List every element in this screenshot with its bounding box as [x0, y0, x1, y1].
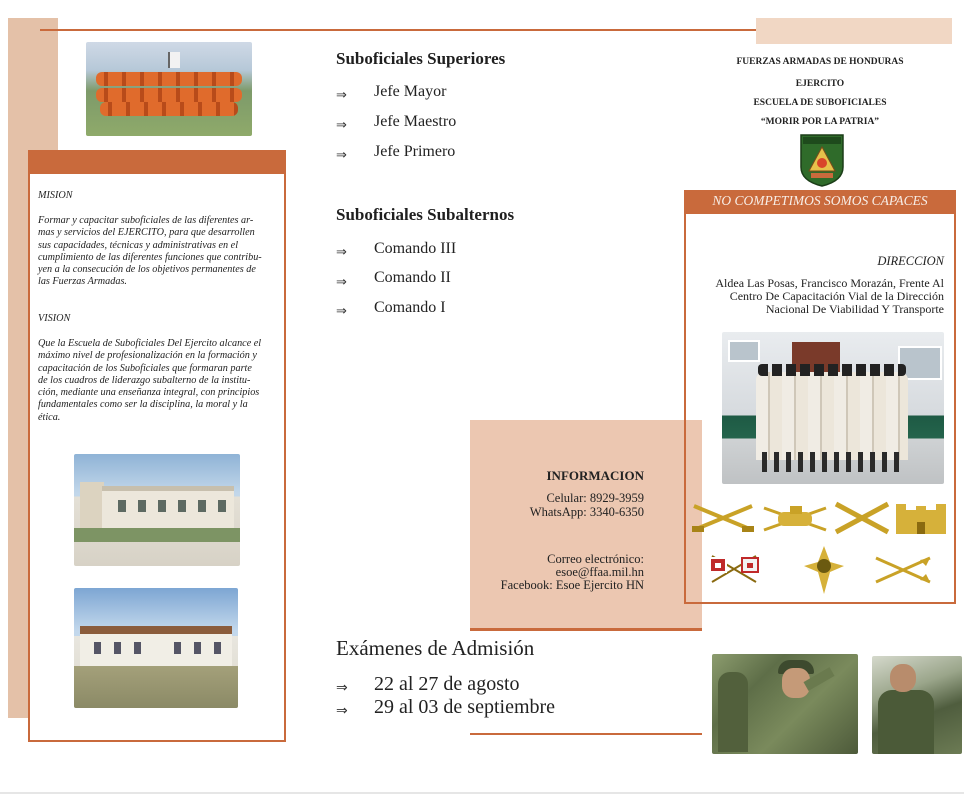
- institution-line: FUERZAS ARMADAS DE HONDURAS: [736, 57, 904, 67]
- armor-icon: [760, 500, 830, 536]
- mision-body: [38, 215, 274, 289]
- mision-line: sus capacidades, técnicas y administrativas en el: [38, 239, 239, 251]
- team-photo: [86, 42, 252, 136]
- suboficiales-superiores-title: Suboficiales Superiores: [336, 49, 506, 68]
- motto-text: NO COMPETIMOS SOMOS CAPACES: [712, 193, 928, 208]
- arrow-icon: ⇒: [336, 304, 347, 319]
- vision-line: capacitación de los Suboficiales que formaran parte: [38, 362, 252, 374]
- vision-line: ética.: [38, 411, 61, 423]
- whatsapp: WhatsApp: 3340-6350: [529, 505, 644, 519]
- mision-line: Formar y capacitar suboficiales de las diferentes ar-: [38, 215, 254, 226]
- exam-underline: [470, 733, 702, 735]
- suboficiales-subalternos-title: Suboficiales Subalternos: [336, 205, 515, 224]
- rank-item: Comando III: [374, 240, 457, 257]
- contact-info-underline: [470, 628, 702, 631]
- vision-title: VISION: [38, 313, 71, 324]
- bottom-divider: [0, 792, 964, 794]
- arrow-icon: ⇒: [336, 148, 347, 163]
- rank-item: Jefe Primero: [374, 143, 456, 160]
- school-emblem-icon: [797, 133, 847, 187]
- direccion-title: DIRECCION: [877, 254, 944, 268]
- vision-line: máximo nivel de profesionalización en la formación y: [38, 350, 257, 362]
- exam-date: 29 al 03 de septiembre: [374, 696, 556, 718]
- mision-line: yen a la consecución de los objetivos permanentes de: [38, 264, 256, 276]
- exam-date: 22 al 27 de agosto: [374, 673, 520, 695]
- artillery-cannons-icon: [832, 500, 892, 536]
- direccion-line: Aldea Las Posas, Francisco Morazán, Frente Al: [715, 276, 944, 290]
- vision-line: fundamentales como ser la disciplina, la moral y la: [38, 399, 248, 411]
- info-title: INFORMACION: [546, 468, 644, 483]
- infantry-rifles-icon: [690, 500, 756, 536]
- institution-motto: “MORIR POR LA PATRIA”: [760, 117, 880, 127]
- arrow-icon: ⇒: [336, 680, 348, 696]
- school-building-photo: [74, 454, 240, 566]
- rank-item: Comando II: [374, 269, 451, 286]
- mision-line: mas y servicios del EJERCITO, para que desarrollen: [38, 227, 255, 239]
- rank-item: Jefe Maestro: [374, 113, 457, 130]
- direccion-body: [700, 277, 944, 316]
- celular: Celular: 8929-3959: [546, 491, 644, 505]
- mission-vision-panel-header: [28, 150, 286, 174]
- arrow-icon: ⇒: [336, 118, 347, 133]
- direccion-line: Centro De Capacitación Vial de la Dirección: [729, 289, 944, 303]
- soldiers-handshake-photo: [872, 656, 962, 754]
- vision-line: ción, mediante una enseñanza integral, con principios: [38, 387, 260, 399]
- examenes-title: Exámenes de Admisión: [336, 636, 535, 660]
- contact-info-box: [470, 420, 702, 630]
- rank-item: Comando I: [374, 299, 446, 316]
- decorative-top-right-block: [756, 18, 952, 44]
- arrow-icon: ⇒: [336, 245, 347, 260]
- soldier-salute-photo: [712, 654, 858, 754]
- arrows-icon: [872, 554, 934, 586]
- institution-line: EJERCITO: [795, 79, 845, 89]
- soldiers-group-photo: [722, 332, 944, 484]
- rank-item: Jefe Mayor: [374, 83, 447, 100]
- mision-line: las Fuerzas Armadas.: [38, 276, 127, 288]
- institution-line: ESCUELA DE SUBOFICIALES: [753, 98, 887, 108]
- mision-title: MISION: [38, 190, 73, 201]
- arrow-icon: ⇒: [336, 88, 347, 103]
- arrow-icon: ⇒: [336, 275, 347, 290]
- correo-link[interactable]: esoe@ffaa.mil.hn: [555, 565, 644, 579]
- vision-line: de los cuadros de liderazgo subalterno de la institu-: [38, 374, 251, 386]
- mision-line: cumplimiento de las diferentes funciones que contribu-: [38, 251, 262, 263]
- signal-flags-icon: [706, 552, 762, 586]
- direccion-line: Nacional De Viabilidad Y Transporte: [765, 302, 944, 316]
- engineer-castle-icon: [894, 500, 948, 536]
- school-entrance-photo: [74, 588, 238, 708]
- vision-body: [38, 338, 274, 424]
- vision-line: Que la Escuela de Suboficiales Del Ejercito alcance el: [38, 338, 262, 349]
- special-forces-icon: [802, 544, 846, 596]
- arrow-icon: ⇒: [336, 703, 348, 719]
- correo-label: Correo electrónico:: [547, 552, 644, 566]
- facebook-link[interactable]: Facebook: Esoe Ejercito HN: [500, 578, 644, 592]
